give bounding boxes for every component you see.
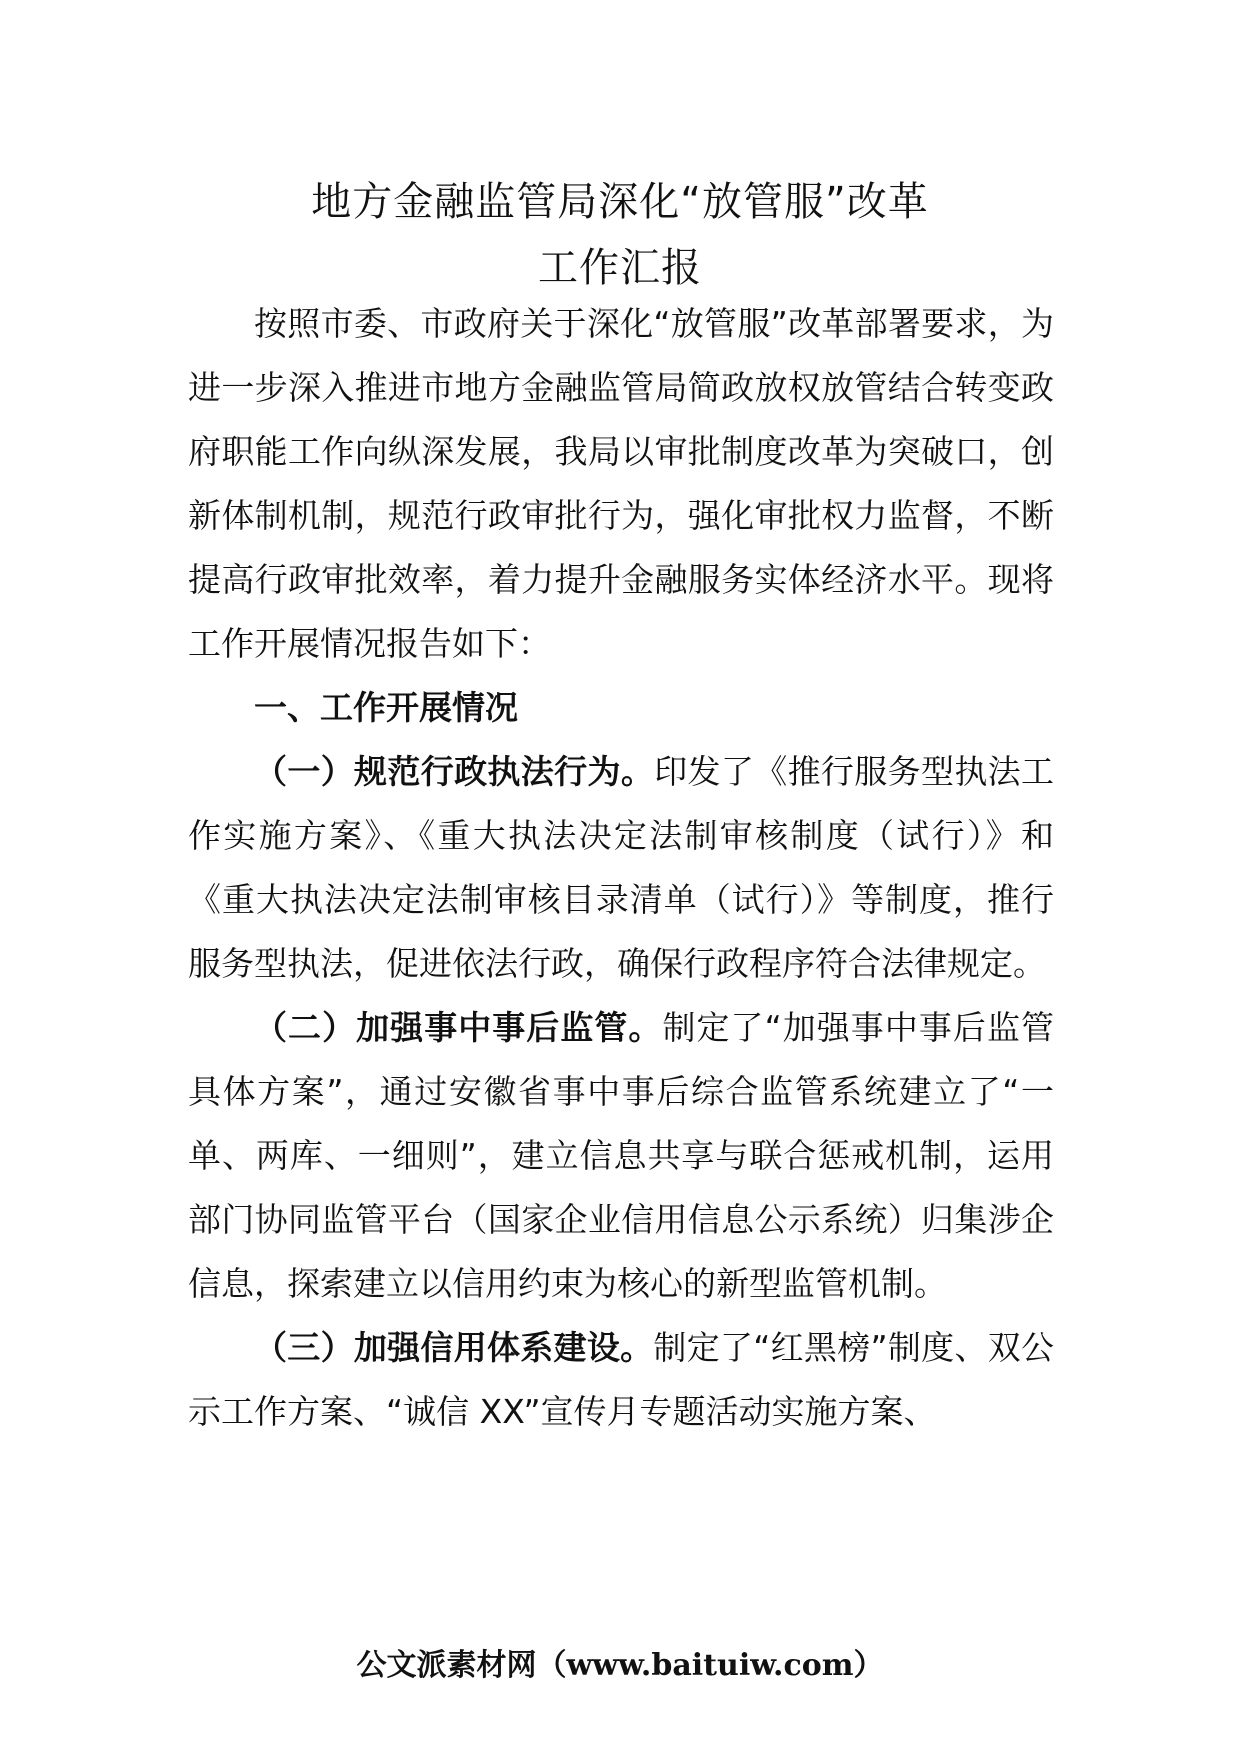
item-lead-2: （二）加强事中事后监管。: [254, 1008, 663, 1047]
document-title-line-1: 地方金融监管局深化“放管服”改革: [311, 179, 929, 225]
item-paragraph-3: [188, 1316, 1054, 1444]
footer-watermark: 公文派素材网（www.baituiw.com）: [356, 1648, 884, 1683]
item-text-3: 制定了“红黑榜”制度、双公示工作方案、“诚信 XX”宣传月专题活动实施方案、: [188, 1328, 1054, 1431]
item-text-2: 制定了“加强事中事后监管具体方案”，通过安徽省事中事后综合监管系统建立了“一单、两库、一细则”，建立信息共享与联合惩戒机制，运用部门协同监管平台（国家企业信用信息公示系统）归集涉企信息，探索建立以信用约束为核心的新型监管机制。: [188, 1008, 1054, 1303]
item-paragraph-2: [188, 996, 1054, 1316]
item-lead-3: （三）加强信用体系建设。: [254, 1328, 654, 1367]
item-paragraph-1: [188, 740, 1054, 996]
intro-paragraph: 按照市委、市政府关于深化“放管服”改革部署要求，为进一步深入推进市地方金融监管局简政放权放管结合转变政府职能工作向纵深发展，我局以审批制度改革为突破口，创新体制机制，规范行政审批行为，强化审批权力监督，不断提高行政审批效率，着力提升金融服务实体经济水平。现将工作开展情况报告如下：: [188, 304, 1054, 663]
document-title-line-2: 工作汇报: [538, 245, 702, 291]
document-body: [188, 292, 1054, 1444]
item-text-1: 印发了《推行服务型执法工作实施方案》、《重大执法决定法制审核制度（试行）》和《重大执法决定法制审核目录清单（试行）》等制度，推行服务型执法，促进依法行政，确保行政程序符合法律规定。: [188, 752, 1055, 983]
item-lead-1: （一）规范行政执法行为。: [254, 752, 655, 791]
section-heading: 一、工作开展情况: [254, 688, 518, 727]
